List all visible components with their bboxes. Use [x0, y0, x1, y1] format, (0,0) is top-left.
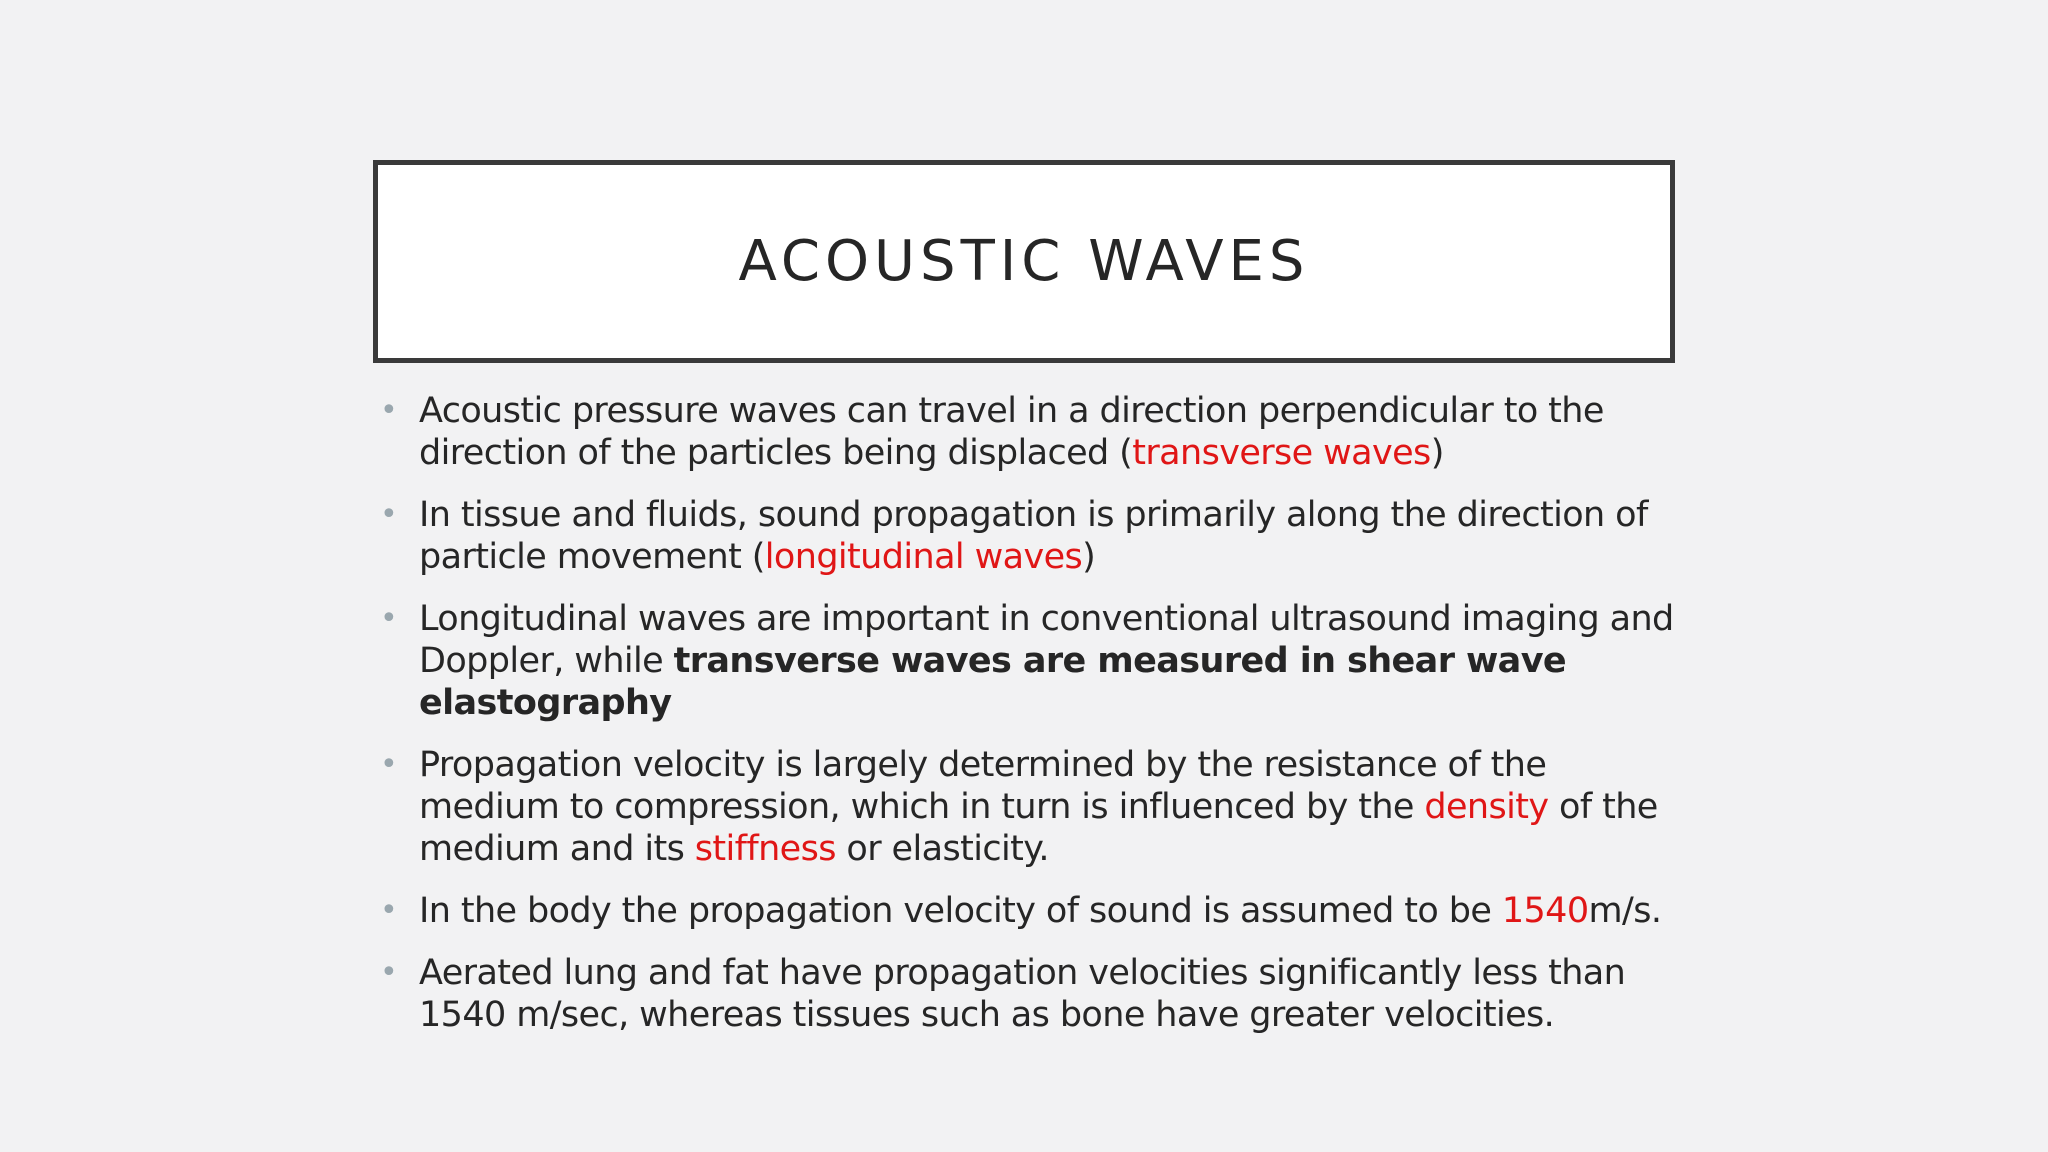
bullet-text: ) [1430, 433, 1444, 473]
bullet-item [380, 890, 1680, 932]
bullet-text: Propagation velocity is largely determined by the resistance of the medium to compression, which in turn is influenced by the [419, 745, 1547, 827]
bullet-text: m/s. [1588, 891, 1662, 931]
bullet-text: In the body the propagation velocity of sound is assumed to be [419, 891, 1502, 931]
bullet-text: or elasticity. [835, 829, 1049, 869]
title-box [373, 160, 1675, 363]
bullet-dot-icon: • [380, 893, 398, 928]
bullet-text: Acoustic pressure waves can travel in a direction perpendicular to the direction of the particles being displaced ( [419, 391, 1604, 473]
bullet-dot-icon: • [380, 393, 398, 428]
slide-title: ACOUSTIC WAVES [738, 229, 1310, 294]
bullet-dot-icon: • [380, 497, 398, 532]
bullet-item [380, 494, 1680, 578]
bullet-item [380, 952, 1680, 1036]
bullet-item [380, 598, 1680, 724]
bullet-dot-icon: • [380, 747, 398, 782]
highlight-term: density [1424, 787, 1549, 827]
bullet-text: In tissue and fluids, sound propagation is primarily along the direction of particle movement ( [419, 495, 1648, 577]
bullet-list [380, 390, 1680, 1056]
highlight-term: transverse waves [1132, 433, 1431, 473]
bullet-dot-icon: • [380, 601, 398, 636]
bullet-text: Aerated lung and fat have propagation velocities significantly less than 1540 m/sec, whereas tissues such as bone have greater velocities. [419, 953, 1626, 1035]
highlight-term: longitudinal waves [764, 537, 1083, 577]
bullet-text: Longitudinal waves are important in conventional ultrasound imaging and Doppler, while [419, 599, 1674, 681]
bullet-dot-icon: • [380, 955, 398, 990]
bullet-item [380, 390, 1680, 474]
bold-text: transverse waves are measured in shear wave elastography [419, 641, 1567, 723]
bullet-text: of the medium and its [419, 787, 1658, 869]
highlight-term: 1540 [1501, 891, 1589, 931]
bullet-text: ) [1082, 537, 1096, 577]
bullet-item [380, 744, 1680, 870]
highlight-term: stiffness [694, 829, 836, 869]
